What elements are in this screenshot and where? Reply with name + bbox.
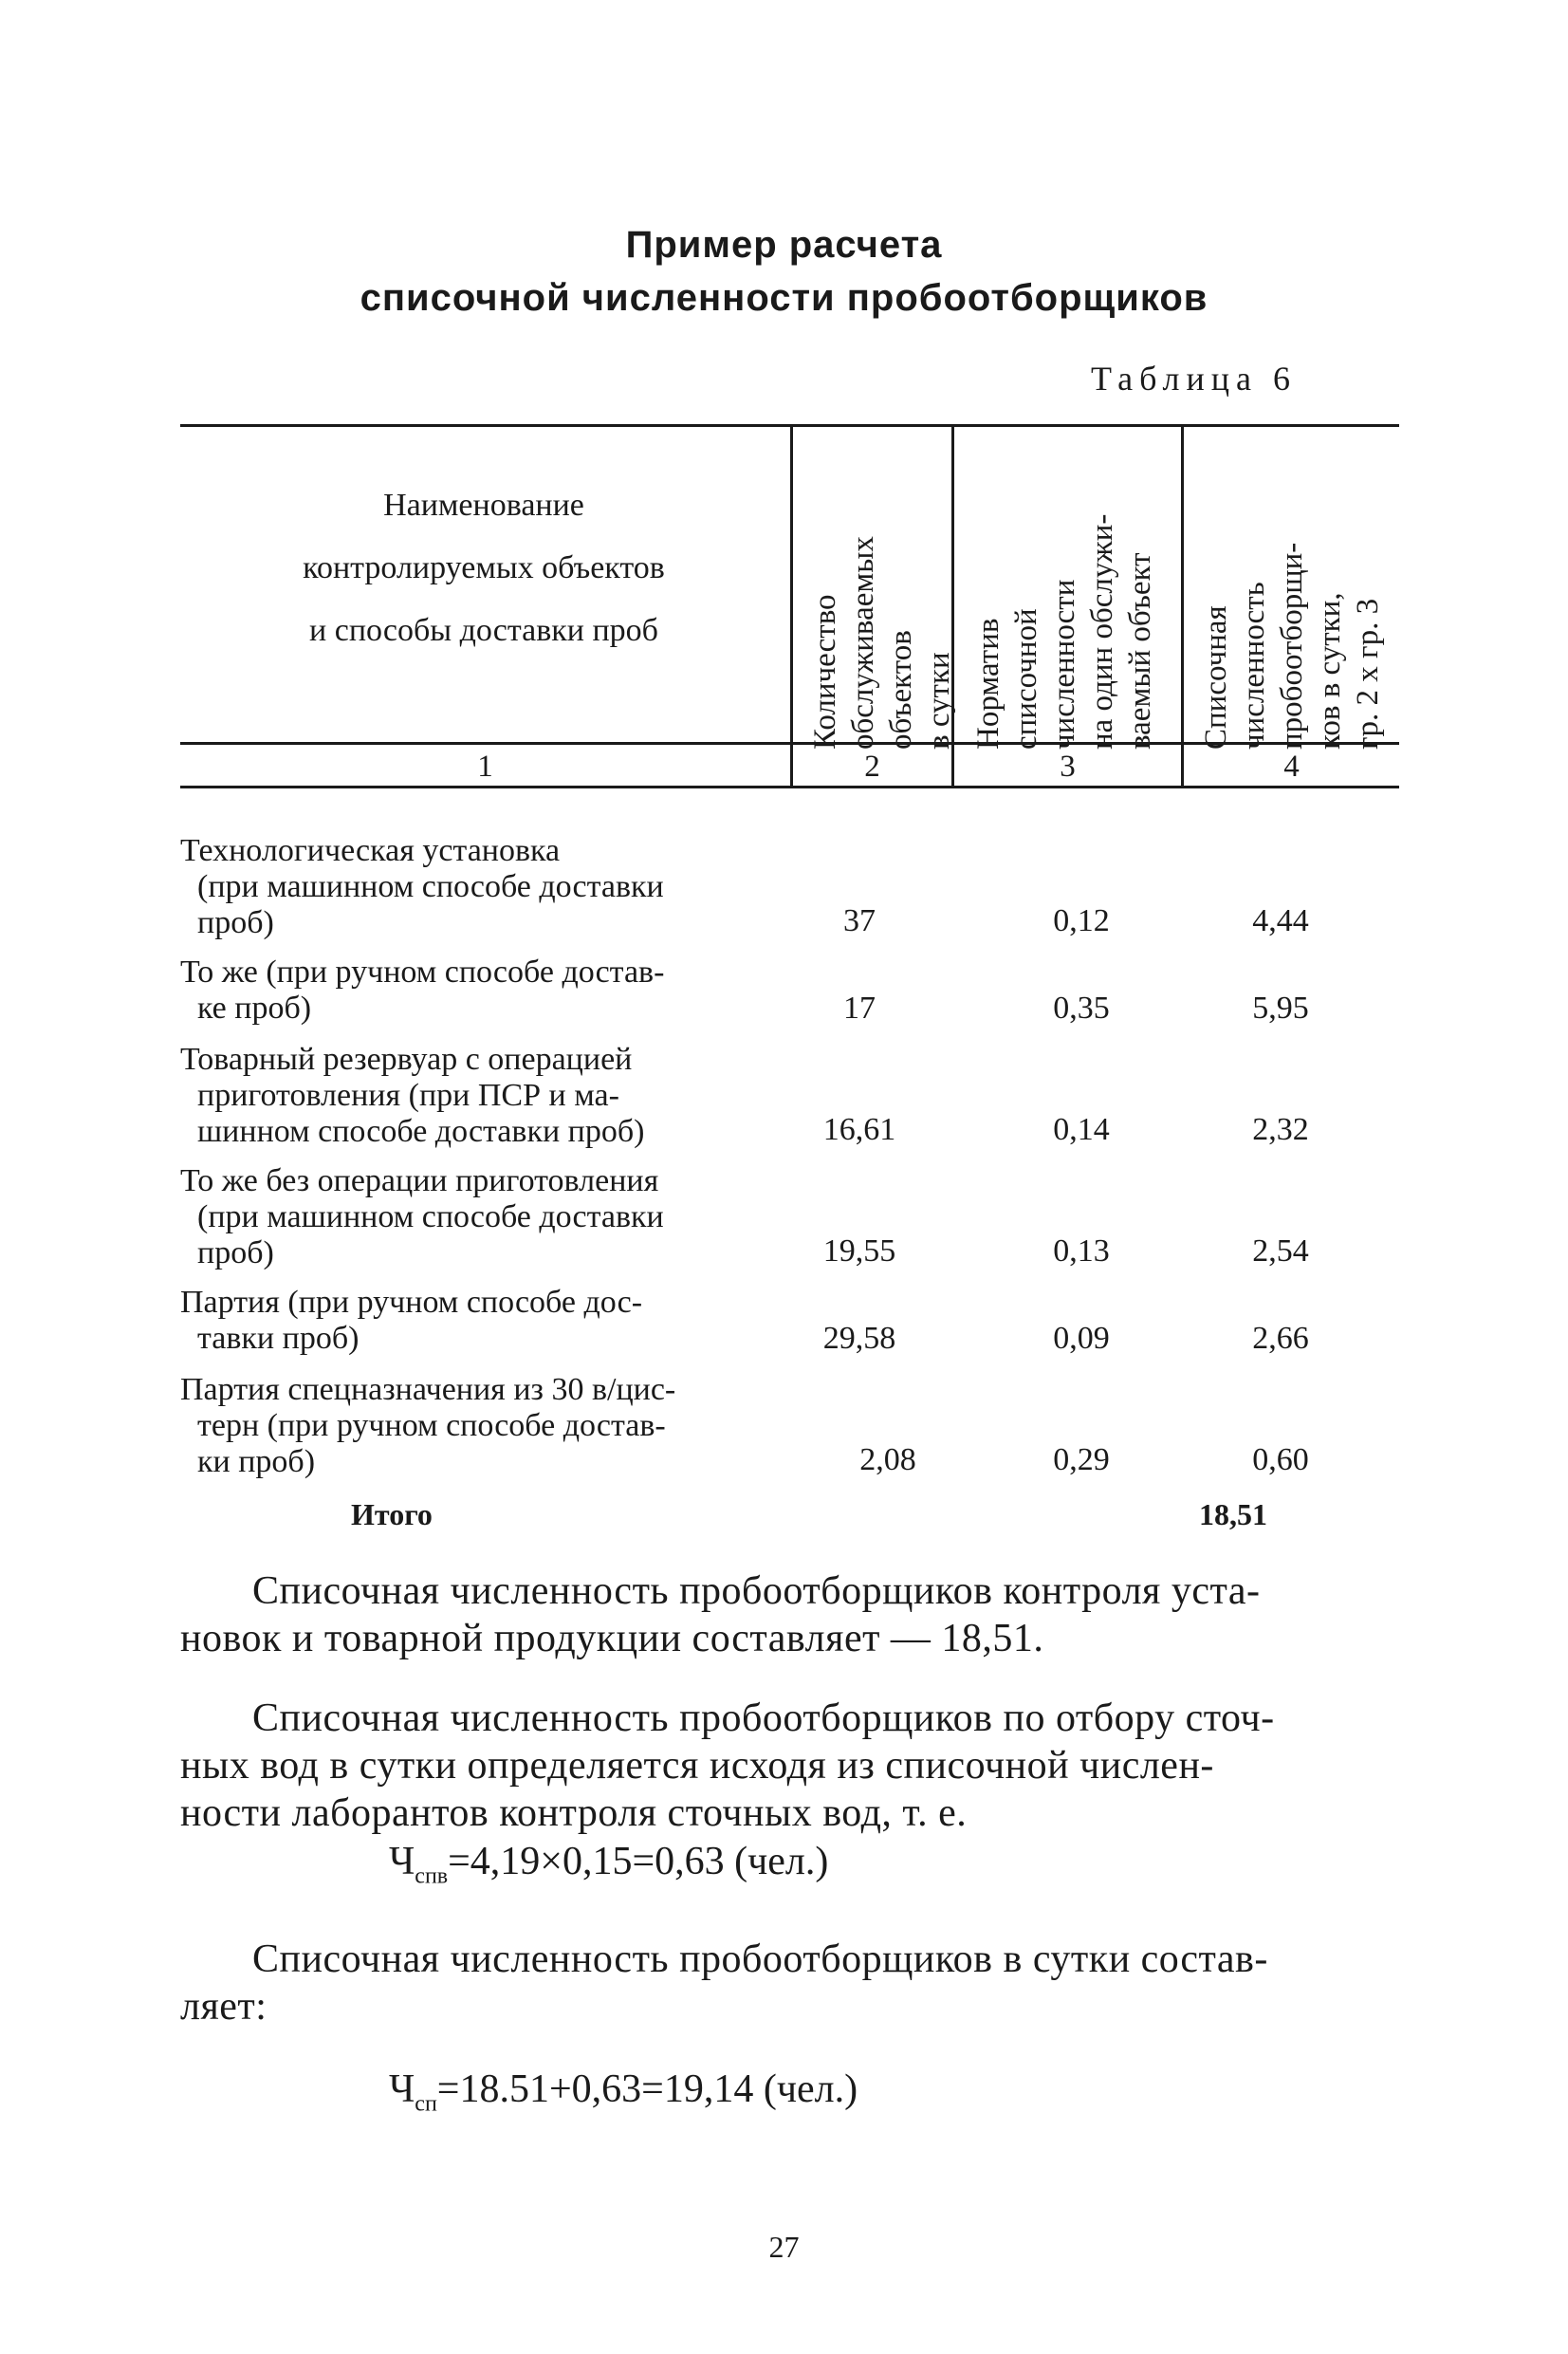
cell-count: 0,60: [1252, 1442, 1309, 1477]
header-col-3-line: ваемый объект: [1123, 552, 1157, 750]
header-col-3-line: на один обслужи-: [1085, 513, 1119, 750]
header-col-4-line: гр. 2 х гр. 3: [1351, 598, 1385, 750]
formula-expression: =4,19×0,15=0,63 (чел.): [448, 1840, 829, 1883]
header-col-3-line: численности: [1047, 579, 1081, 750]
header-col-4-line: пробоотборщи-: [1275, 542, 1309, 750]
header-col-1-line: контролируемых объектов: [303, 550, 665, 585]
col-divider-1: [790, 427, 793, 786]
cell-count: 5,95: [1252, 991, 1309, 1026]
row-name-line: приготовления (при ПСР и ма-: [197, 1078, 619, 1113]
row-name-line: (при машинном способе доставки: [197, 1199, 664, 1234]
cell-count: 2,66: [1252, 1321, 1309, 1356]
title-line-1: Пример расчета: [625, 224, 943, 266]
row-name-line: ки проб): [197, 1444, 316, 1479]
header-col-1: [180, 474, 787, 662]
header-col-4-line: ков в сутки,: [1313, 592, 1347, 750]
formula-2: [389, 2067, 858, 2117]
row-name-line: ке проб): [197, 991, 312, 1026]
header-col-2-line: объектов: [884, 630, 918, 750]
header-col-4-line: численность: [1237, 582, 1271, 750]
row-name-line: Партия спецназначения из 30 в/цис-: [180, 1372, 676, 1407]
row-name-line: терн (при ручном способе достав-: [197, 1408, 666, 1443]
row-name-line: (при машинном способе доставки: [197, 869, 664, 904]
cell-count: 2,32: [1252, 1112, 1309, 1147]
paragraph-line: Списочная численность пробоотборщиков по отбору сточ-: [252, 1696, 1275, 1740]
table-row-name: [180, 833, 787, 941]
title-line-2: списочной численности пробоотборщиков: [360, 277, 1208, 319]
table-row-name: [180, 1163, 787, 1271]
table-row-name: [180, 1372, 787, 1480]
paragraph-1: [180, 1567, 1409, 1662]
header-col-3-line: списочной: [1009, 608, 1043, 750]
cell-qty: 29,58: [822, 1321, 896, 1356]
formula-subscript: сп: [415, 2091, 437, 2117]
paragraph-line: новок и товарной продукции составляет — 18,51.: [180, 1617, 1044, 1660]
formula-expression: =18.51+0,63=19,14 (чел.): [436, 2067, 858, 2111]
col-number-2: 2: [864, 750, 880, 784]
col-number-4: 4: [1283, 750, 1300, 784]
row-name-line: Технологическая установка: [180, 833, 561, 868]
header-col-4: [1197, 543, 1387, 750]
cell-count: 2,54: [1252, 1233, 1309, 1269]
header-col-1-line: и способы доставки проб: [309, 613, 658, 648]
header-col-2-line: в сутки: [922, 652, 956, 750]
col-number-3: 3: [1060, 750, 1076, 784]
row-name-line: Товарный резервуар с операцией: [180, 1042, 633, 1077]
header-col-1-line: Наименование: [383, 488, 584, 523]
header-col-3: [969, 514, 1159, 750]
header-col-2-line: обслуживаемых: [846, 536, 880, 750]
table-label: Таблица 6: [1091, 360, 1297, 398]
header-col-2: [806, 536, 958, 750]
cell-norm: 0,29: [1053, 1442, 1110, 1477]
header-col-4-line: Списочная: [1199, 605, 1233, 750]
row-name-line: проб): [197, 1235, 274, 1270]
colnum-bottom-rule: [180, 786, 1399, 788]
row-name-line: То же без операции приготовления: [180, 1163, 659, 1198]
cell-norm: 0,35: [1053, 991, 1110, 1026]
cell-qty: 2,08: [859, 1442, 916, 1477]
cell-norm: 0,14: [1053, 1112, 1110, 1147]
cell-norm: 0,09: [1053, 1321, 1110, 1356]
cell-norm: 0,13: [1053, 1233, 1110, 1269]
paragraph-line: ляет:: [180, 1985, 267, 2029]
total-value: 18,51: [1199, 1497, 1267, 1531]
cell-qty: 17: [843, 991, 876, 1026]
table-row-name: [180, 955, 787, 1027]
paragraph-2: [180, 1695, 1409, 1837]
paragraph-line: Списочная численность пробоотборщиков в сутки состав-: [252, 1937, 1268, 1981]
total-label: Итого: [351, 1497, 433, 1531]
table-row-name: [180, 1042, 787, 1150]
header-col-2-line: Количество: [808, 594, 842, 750]
paragraph-line: ных вод в сутки определяется исходя из списочной числен-: [180, 1744, 1214, 1788]
col-divider-3: [1181, 427, 1184, 786]
page-number: 27: [768, 2230, 800, 2264]
row-name-line: Партия (при ручном способе дос-: [180, 1285, 643, 1320]
col-number-1: 1: [477, 750, 493, 784]
row-name-line: проб): [197, 905, 274, 940]
cell-norm: 0,12: [1053, 903, 1110, 938]
row-name-line: тавки проб): [197, 1321, 360, 1356]
cell-qty: 19,55: [822, 1233, 896, 1269]
paragraph-line: ности лаборантов контроля сточных вод, т. е.: [180, 1791, 968, 1835]
cell-qty: 16,61: [822, 1112, 896, 1147]
formula-symbol: Ч: [389, 1840, 415, 1883]
cell-qty: 37: [843, 903, 876, 938]
row-name-line: То же (при ручном способе достав-: [180, 955, 665, 990]
paragraph-line: Списочная численность пробоотборщиков контроля уста-: [252, 1569, 1261, 1613]
table-row-name: [180, 1285, 787, 1357]
paragraph-3: [180, 1936, 1409, 2030]
row-name-line: шинном способе доставки проб): [197, 1114, 645, 1149]
formula-1: [389, 1839, 828, 1889]
formula-symbol: Ч: [389, 2067, 415, 2111]
formula-subscript: спв: [415, 1863, 449, 1889]
cell-count: 4,44: [1252, 903, 1309, 938]
header-col-3-line: Норматив: [971, 618, 1005, 750]
